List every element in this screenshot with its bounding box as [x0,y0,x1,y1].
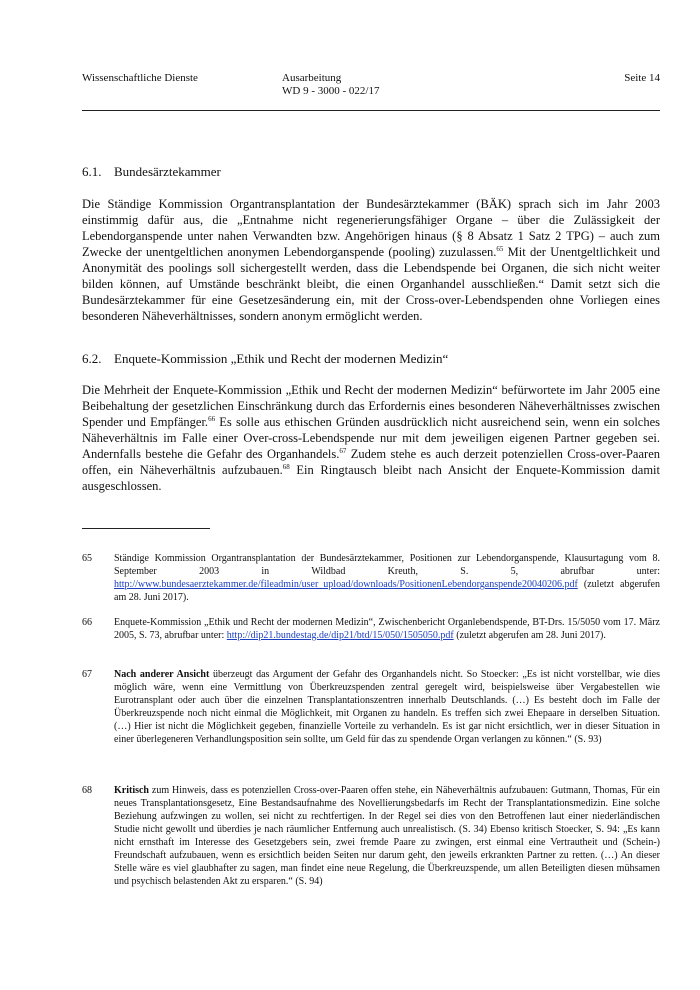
footnote-divider [82,528,210,529]
footnote-link[interactable]: http://dip21.bundestag.de/dip21/btd/15/050/1505050.pdf [226,630,454,641]
header-doc-type: Ausarbeitung [282,72,342,84]
section-number: 6.2. [82,351,102,366]
footnote-text: Nach anderer Ansicht überzeugt das Argument der Gefahr des Organhandels nicht. So Stoecker: „Es ist nicht vorstellbar, wie dies möglich wäre, wenn eine Vermittlung von Überkreuzspenden zentral geregelt wird, beispielsweise über Vergabestellen wie Eurotransplant oder auch über die einzelnen Transplantationszentren innerhalb Deutschlands. (…) Es besteht doch im Falle der Überkreuzspende noch nicht einmal die Möglichkeit, mit Organen zu handeln. Es treffen sich zwei Ehepaare in derselben Situation. (…) Hier ist nicht die Möglichkeit gegeben, finanzielle Vorteile zu verhandeln. Es ist gar nicht ersichtlich, wer in dieser Situation in einer überlegeneren Verhandlungsposition sein sollte, um Geld für das zu spendende Organ verlangen zu können.“ (S. 93) [114,669,661,745]
section-title: Enquete-Kommission „Ethik und Recht der modernen Medizin“ [114,351,449,366]
section-heading-6-2 [82,351,448,367]
footnote-number: 66 [82,617,92,628]
footnote-ref-65[interactable]: 65 [496,244,504,253]
page-header [82,72,660,111]
section-heading-6-1 [82,164,221,180]
section-number: 6.1. [82,164,102,179]
footnote-68 [82,784,660,914]
footnote-66 [82,616,660,656]
header-org: Wissenschaftliche Dienste [82,72,198,84]
section-paragraph-6-1: Die Ständige Kommission Organtransplantation der Bundesärztekammer (BÄK) sprach sich im Jahr 2003 einstimmig dafür aus, die „Entnahme nicht regenerierungsfähiger Organe – über die Zulässigkeit der Lebendorganspende unter nahen Verwandten bzw. Angehörigen hinaus (§ 8 Absatz 1 Satz 2 TPG) – auch zum Zwecke der unentgeltlichen anonymen Lebendorganspende (pooling) zuzulassen.$^{65}$ Mit der Unentgeltlichkeit und Anonymität des poolings soll sichergestellt werden, dass die Lebendspende bei Organen, die sich nicht weiter bilden können, auf Umstände beschränkt bleibt, die einen Organhandel ausschließen.“ Damit setzt sich die Bundesärztekammer für eine Gesetzesänderung ein, mit der Cross-over-Lebendspenden ohne Vorliegen eines besonderen Näheverhältnisses, sondern anonym ermöglicht werden. [82,197,660,323]
section-paragraph-6-2: Die Mehrheit der Enquete-Kommission „Ethik und Recht der modernen Medizin“ befürwortete im Jahr 2005 eine Beibehaltung der gesetzlichen Einschränkung durch das Erfordernis eines besonderen Näheverhältnisses zwischen Spender und Empfänger.$^{66}$ Es solle aus ethischen Gründen ausdrücklich nicht ausreichend sein, wenn ein solches Näheverhältnis im Falle einer Over-cross-Lebendspende nur mit dem jeweiligen eigenen Partner gegeben sei. Andernfalls bestehe die Gefahr des Organhandels.$^{67}$ Zudem stehe es auch derzeit potenziellen Cross-over-Paaren offen, ein Näheverhältnis aufzubauen.$^{68}$ Ein Ringtausch bleibt nach Ansicht der Enquete-Kommission damit ausgeschlossen. [82,383,660,493]
footnote-link[interactable]: http://www.bundesaerztekammer.de/fileadmin/user_upload/downloads/PositionenLebendorganspende20040206.pdf [114,579,578,590]
footnote-number: 68 [82,785,92,796]
footnote-number: 65 [82,553,92,564]
section-title: Bundesärztekammer [114,164,221,179]
footnote-text: Kritisch zum Hinweis, dass es potenziellen Cross-over-Paaren offen stehe, ein Näheverhältnis aufzubauen: Gutmann, Thomas, Für ein neues Transplantationsgesetz, Eine Bestandsaufnahme des Novellierungsbedarfs im Recht der Transplantationsmedizin. Eine solche Beziehung aufzwingen zu wollen, sei nicht zu rechtfertigen. In der Regel sei dies von den Betroffenen laut einer niederländischen Studie nicht gewollt und überdies je nach räumlicher Entfernung auch unrealistisch. (S. 34) Ebenso kritisch Stoecker, S. 94: „Es kann nicht ernsthaft im Interesse des Gesetzgebers sein, zwei fremde Paare zu zwingen, erst einmal eine Vertrautheit und (Schein-) Freundschaft aufzubauen, wenn es ersichtlich beiden Seiten nur darum geht, den jeweils erkrankten Partner zu retten. (…) An dieser Stelle wäre es viel glaubhafter zu sagen, man findet eine neue Regelung, die Überkreuzspende, um allen Beteiligten diesen mühsamen und psychisch belastenden Akt zu ersparen.“ (S. 94) [114,785,660,887]
footnote-65 [82,552,660,604]
header-doc-info [282,72,379,98]
footnote-ref-68[interactable]: 68 [282,462,290,471]
footnote-ref-66[interactable]: 66 [208,414,216,423]
header-doc-number: WD 9 - 3000 - 022/17 [282,85,380,97]
footnote-text: Enquete-Kommission „Ethik und Recht der modernen Medizin“, Zwischenbericht Organlebendspende, BT-Drs. 15/5050 vom 17. März 2005, S. 73, abrufbar unter: http://dip21.bundestag.de/dip21/btd/15/050/1505050.pdf (zuletzt abgerufen am 28. Juni 2017). [114,617,660,641]
footnote-text: Ständige Kommission Organtransplantation der Bundesärztekammer, Positionen zur Lebendorganspende, Klausurtagung vom 8. September 2003 in Wildbad Kreuth, S. 5, abrufbar unter: http://www.bundesaerztekammer.de/fileadmin/user_upload/downloads/PositionenLebendorganspende20040206.pdf (zuletzt abgerufen am 28. Juni 2017). [114,553,660,603]
header-page-number: Seite 14 [624,72,660,84]
footnote-number: 67 [82,669,92,680]
footnote-67 [82,668,660,772]
footnote-ref-67[interactable]: 67 [339,446,347,455]
